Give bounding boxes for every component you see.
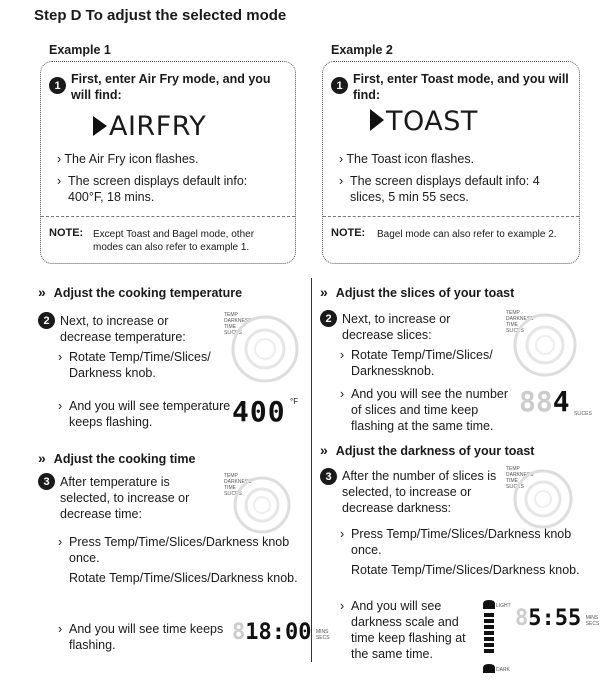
step-number: 3 (38, 473, 55, 490)
knob-icon (512, 312, 578, 378)
bullet: › And you will see time keeps flashing. (58, 622, 224, 652)
bread-dark-icon (482, 664, 496, 674)
slices-display: 884 SLICES (519, 385, 592, 418)
section-heading: » Adjust the darkness of your toast (320, 442, 535, 458)
step-number: 2 (320, 310, 337, 327)
example1-bullet: › The Air Fry icon flashes. (57, 152, 199, 166)
airfry-text: AIRFRY (109, 111, 207, 142)
section-heading: » Adjust the slices of your toast (320, 284, 515, 300)
step-number: 1 (49, 77, 66, 94)
bullet: › Rotate Temp/Time/Slices/ Darkness knob. (58, 350, 211, 380)
example2-heading: Example 2 (331, 43, 393, 57)
example2-note: NOTE: Bagel mode can also refer to example 2. (331, 227, 557, 240)
bullet: › And you will see temperature keeps flashing. (58, 399, 231, 429)
example2-bullet: › The screen displays default info: 4 slices, 5 min 55 secs. (339, 174, 540, 204)
column-divider (311, 278, 312, 662)
section-heading: » Adjust the cooking temperature (38, 284, 243, 300)
airfry-display (93, 111, 206, 142)
knob-icon (230, 314, 300, 384)
example1-intro: First, enter Air Fry mode, and you will find: (71, 72, 271, 102)
section-heading: » Adjust the cooking time (38, 450, 196, 466)
bullet: › Press Temp/Time/Slices/Darkness knob once. (58, 535, 290, 565)
bullet: › And you will see darkness scale and time keep flashing at the same time. (340, 599, 466, 661)
time-display: 818:00 MINS SECS (232, 620, 330, 645)
knob-icon (232, 475, 292, 535)
darkness-time-display: 85:55 MINS SECS (515, 606, 600, 631)
knob-icon (512, 468, 574, 530)
step-number: 3 (320, 468, 337, 485)
example1-box (40, 61, 296, 264)
toast-display (370, 106, 478, 137)
page-title: Step D To adjust the selected mode (34, 7, 287, 24)
divider (41, 216, 295, 217)
temperature-display: 400 $^{^\circ F}$ (232, 395, 299, 428)
bullet: › And you will see the number of slices and time keep flashing at the same time. (340, 387, 509, 433)
bread-light-icon (482, 600, 496, 610)
play-icon (370, 109, 384, 131)
example1-bullet: › The screen displays default info: 400°F, 18 mins. (57, 174, 248, 204)
bullet: › Press Temp/Time/Slices/Darkness knob once. (340, 527, 572, 557)
step-text: After the number of slices is selected, to increase or decrease darkness: (342, 469, 497, 515)
play-icon (93, 116, 107, 136)
example2-intro: First, enter Toast mode, and you will find: (353, 72, 569, 102)
divider (323, 216, 579, 217)
example1-note: NOTE: Except Toast and Bagel mode, other modes can also refer to example 1. (49, 227, 255, 253)
bullet-continued: Rotate Temp/Time/Slices/Darkness knob. (351, 563, 580, 577)
example2-bullet: › The Toast icon flashes. (339, 152, 475, 166)
step-text: Next, to increase or decrease slices: (342, 312, 451, 342)
example2-box (322, 61, 580, 264)
toast-text: TOAST (386, 106, 478, 137)
example1-heading: Example 1 (49, 43, 111, 57)
step-text: Next, to increase or decrease temperature: (60, 314, 186, 344)
step-number: 2 (38, 312, 55, 329)
bullet-continued: Rotate Temp/Time/Slices/Darkness knob. (69, 571, 298, 585)
step-text: After temperature is selected, to increase or decrease time: (60, 475, 190, 521)
step-number: 1 (331, 77, 348, 94)
bullet: › Rotate Temp/Time/Slices/ Darknessknob. (340, 348, 493, 378)
